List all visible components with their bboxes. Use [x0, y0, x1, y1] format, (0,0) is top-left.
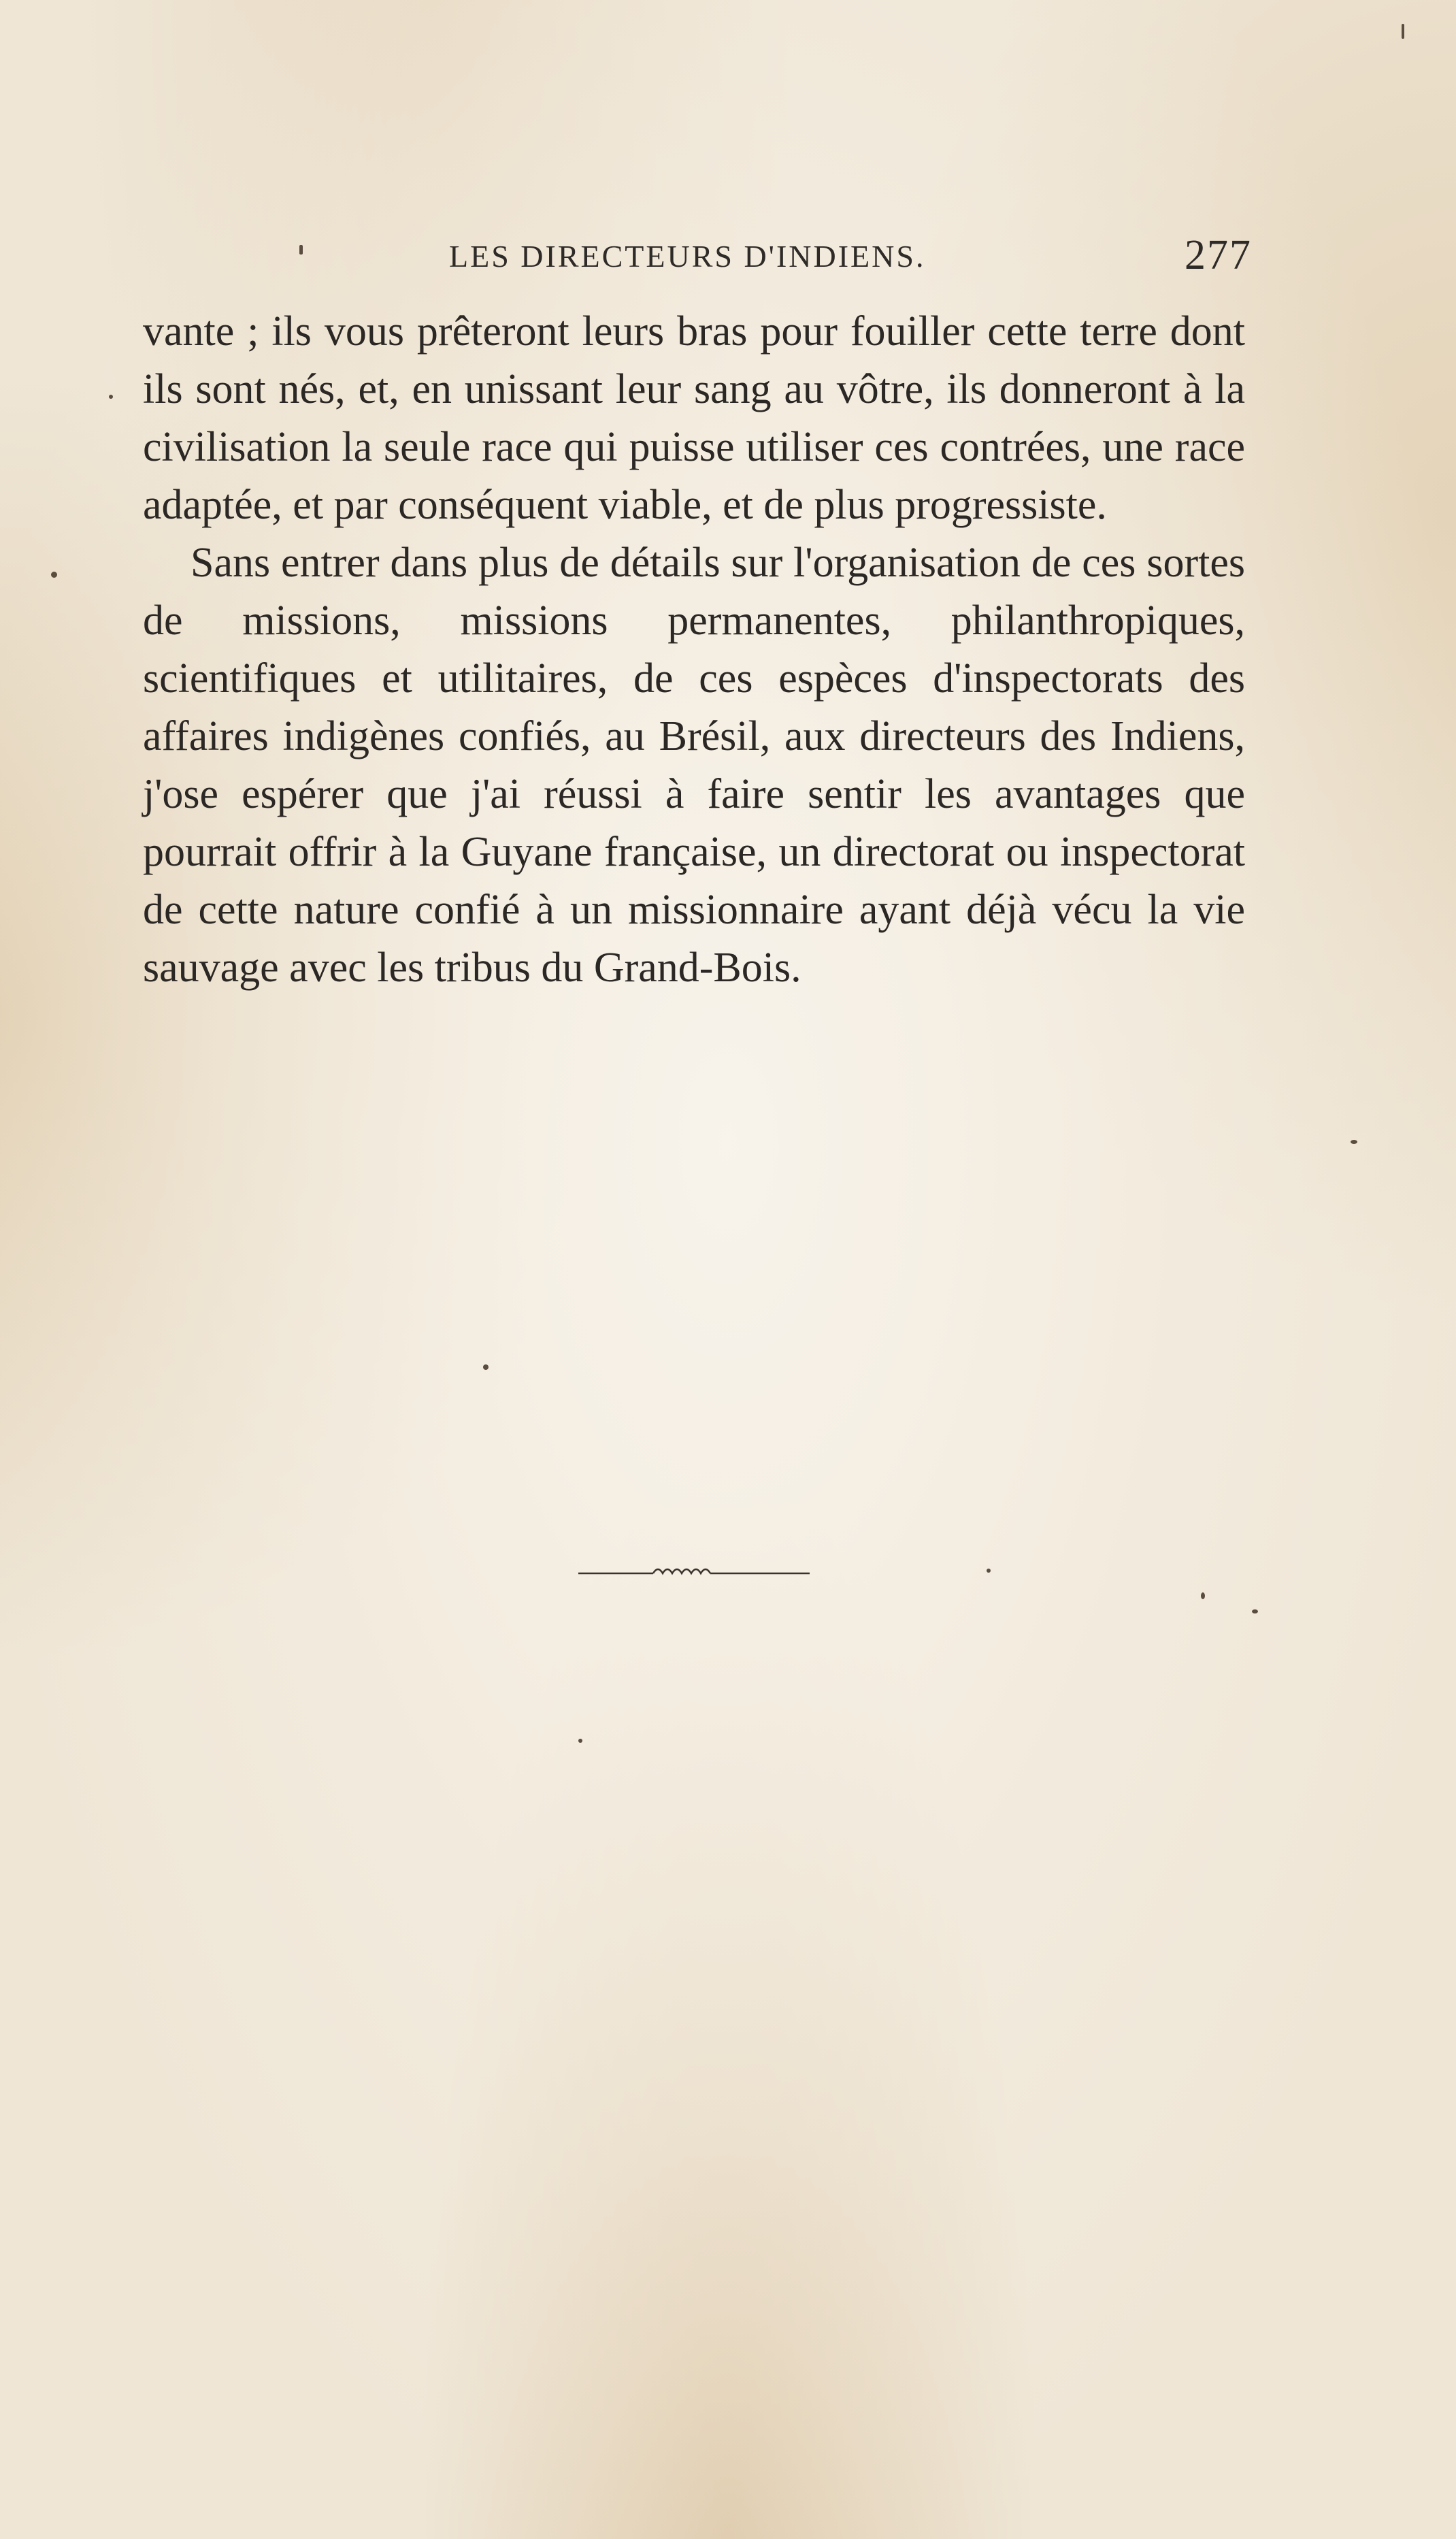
running-title: LES DIRECTEURS D'INDIENS. [449, 239, 926, 274]
paragraph-continued: vante ; ils vous prêteront leurs bras pour fouiller cette terre dont ils sont nés, et, en unissant leur sang au vôtre, ils donneront à la civilisation la seule race qui puisse utiliser ces contrées, une race adaptée, et par conséquent viable, et de plus progressiste. [143, 308, 1245, 528]
page-number: 277 [1185, 232, 1252, 278]
paper-speck [109, 395, 113, 399]
paper-speck [578, 1739, 582, 1743]
end-ornament-rule [578, 1564, 810, 1580]
body-text [143, 303, 1245, 997]
paper-speck [987, 1569, 991, 1573]
paper-speck [299, 245, 303, 255]
paragraph-conclusion: Sans entrer dans plus de détails sur l'organisation de ces sortes de missions, missions permanentes, philanthropiques, scientifiques et utilitaires, de ces espèces d'inspectorats des affaires indigènes confiés, au Brésil, aux directeurs des Indiens, j'ose espérer que j'ai réussi à faire sentir les avantages que pourrait offrir à la Guyane française, un directorat ou inspectorat de cette nature confié à un missionnaire ayant déjà vécu la vie sauvage avec les tribus du Grand-Bois. [143, 540, 1245, 991]
paper-speck [1351, 1140, 1357, 1144]
paper-speck [1252, 1609, 1258, 1614]
paper-speck [1201, 1592, 1205, 1599]
paper-speck [1402, 24, 1404, 39]
paper-speck [483, 1364, 489, 1370]
page-header [143, 231, 1252, 286]
paper-speck [51, 572, 57, 578]
